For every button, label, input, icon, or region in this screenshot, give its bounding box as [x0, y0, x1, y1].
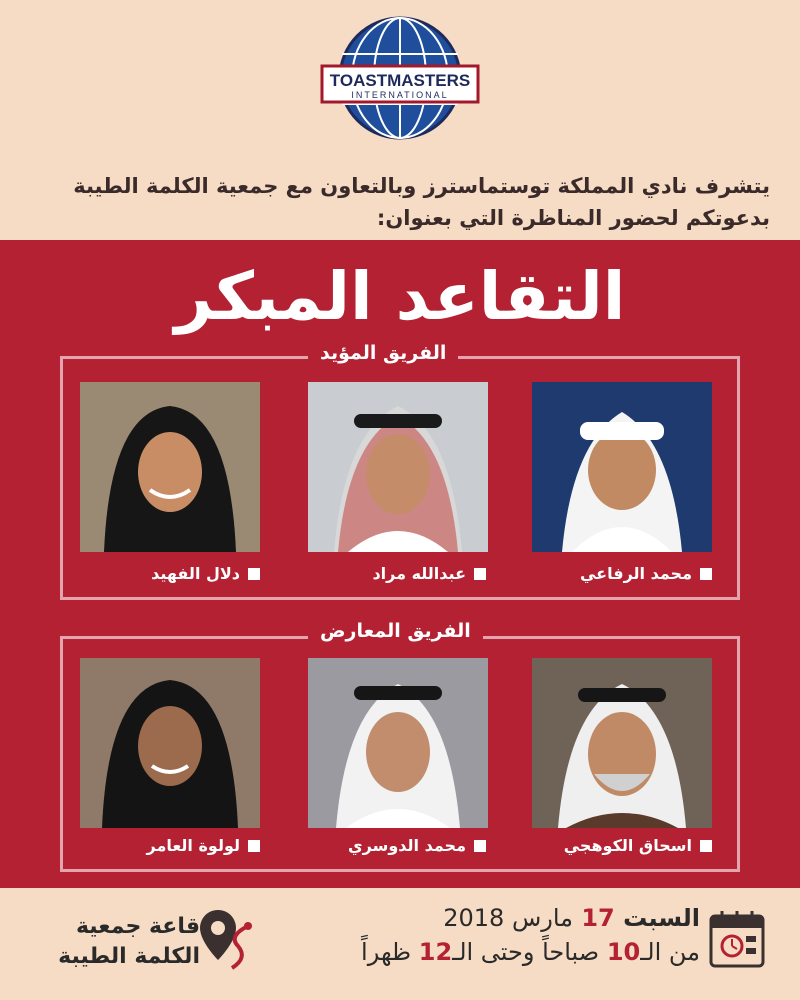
bullet-square	[700, 840, 712, 852]
event-date: السبت 17 مارس 2018	[443, 904, 700, 932]
member-photo	[80, 382, 260, 552]
event-time: من الـ10 صباحاً وحتى الـ12 ظهراً	[361, 938, 700, 966]
toastmasters-logo	[320, 14, 480, 140]
member-name: لولوة العامر	[60, 836, 260, 855]
bullet-square	[248, 568, 260, 580]
member-photo	[308, 658, 488, 828]
member-name: عبدالله مراد	[286, 564, 486, 583]
location-pin-icon	[198, 906, 256, 972]
member-name: محمد الرفاعي	[512, 564, 712, 583]
supporting-team-label: الفريق المؤيد	[308, 342, 458, 364]
logo-top-text: TOASTMASTERS	[329, 71, 471, 90]
member-photo	[308, 382, 488, 552]
invitation-line-2: بدعوتكم لحضور المناظرة التي بعنوان:	[376, 206, 770, 230]
invitation-text	[30, 170, 770, 234]
calendar-icon	[708, 908, 766, 970]
member-name: محمد الدوسري	[286, 836, 486, 855]
member-photo	[532, 382, 712, 552]
invitation-line-1: يتشرف نادي المملكة توستماسترز وبالتعاون مع جمعية الكلمة الطيبة	[73, 174, 770, 198]
bullet-square	[474, 568, 486, 580]
bullet-square	[474, 840, 486, 852]
bullet-square	[700, 568, 712, 580]
opposing-team-label: الفريق المعارض	[308, 620, 483, 642]
member-name: دلال الفهيد	[60, 564, 260, 583]
bullet-square	[248, 840, 260, 852]
member-name: اسحاق الكوهجي	[512, 836, 712, 855]
member-photo	[80, 658, 260, 828]
debate-title: التقاعد المبكر	[174, 258, 626, 335]
event-venue: قاعة جمعية الكلمة الطيبة	[58, 914, 200, 969]
logo-bottom-text: INTERNATIONAL	[351, 90, 449, 100]
member-photo	[532, 658, 712, 828]
